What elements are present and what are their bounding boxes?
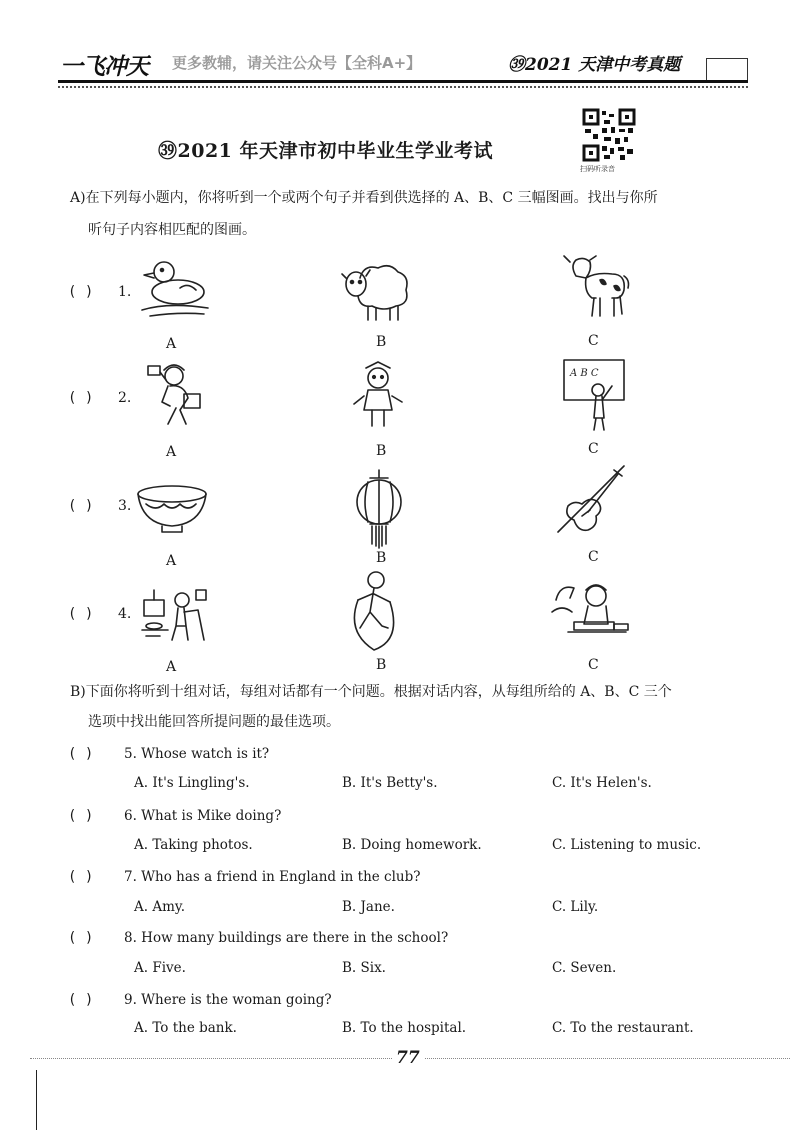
answer-paren-2[interactable]: ( ) xyxy=(68,390,94,406)
cleaning-picture[interactable] xyxy=(138,586,214,644)
answer-paren-4[interactable]: ( ) xyxy=(68,606,94,622)
section-a-instruction-2: 听句子内容相匹配的图画。 xyxy=(88,222,256,238)
promo-text: 更多教辅，请关注公众号【全科A+】 xyxy=(172,54,422,72)
option-9a[interactable]: A. To the bank. xyxy=(134,1020,237,1036)
answer-paren-1[interactable]: ( ) xyxy=(68,284,94,300)
question-5: 5. Whose watch is it? xyxy=(124,746,270,762)
option-label-c: C xyxy=(588,657,599,673)
option-label-b: B xyxy=(376,550,387,566)
header-badge xyxy=(706,58,748,82)
option-label-a: A xyxy=(166,553,177,569)
qr-caption: 扫码听录音 xyxy=(580,165,615,173)
question-6: 6. What is Mike doing? xyxy=(124,808,282,824)
option-label-b: B xyxy=(376,443,387,459)
option-8c[interactable]: C. Seven. xyxy=(552,960,617,976)
lantern-picture[interactable] xyxy=(352,470,406,548)
answer-paren-5[interactable]: ( ) xyxy=(68,746,94,762)
option-label-b: B xyxy=(376,334,387,350)
option-label-b: B xyxy=(376,657,387,673)
question-number-4: 4. xyxy=(118,606,132,622)
option-8b[interactable]: B. Six. xyxy=(342,960,386,976)
option-5b[interactable]: B. It's Betty's. xyxy=(342,775,438,791)
sheep-picture[interactable] xyxy=(340,258,412,324)
jump-rope-picture[interactable] xyxy=(344,570,408,654)
qr-code-icon xyxy=(582,108,636,162)
question-8: 8. How many buildings are there in the school? xyxy=(124,930,449,946)
answer-paren-3[interactable]: ( ) xyxy=(68,498,94,514)
option-label-a: A xyxy=(166,336,177,352)
page-title: ㊴2021 年天津市初中毕业生学业考试 xyxy=(158,140,493,162)
svg-text:A B C: A B C xyxy=(570,368,599,379)
page-number: 77 xyxy=(392,1048,424,1068)
question-7: 7. Who has a friend in England in the club? xyxy=(124,869,421,885)
answer-paren-8[interactable]: ( ) xyxy=(68,930,94,946)
option-7b[interactable]: B. Jane. xyxy=(342,899,395,915)
section-b-instruction-2: 选项中找出能回答所提问题的最佳选项。 xyxy=(88,714,340,730)
header-dotted-rule xyxy=(58,86,748,88)
teacher-picture[interactable] xyxy=(560,356,628,432)
option-6b[interactable]: B. Doing homework. xyxy=(342,837,482,853)
option-label-c: C xyxy=(588,549,599,565)
series-title: ㊴2021 天津中考真题 xyxy=(508,55,681,75)
option-5a[interactable]: A. It's Lingling's. xyxy=(134,775,250,791)
option-label-a: A xyxy=(166,444,177,460)
question-number-3: 3. xyxy=(118,498,132,514)
option-label-c: C xyxy=(588,441,599,457)
violin-picture[interactable] xyxy=(548,460,630,538)
question-number-2: 2. xyxy=(118,390,132,406)
duck-picture[interactable] xyxy=(138,258,214,318)
cow-picture[interactable] xyxy=(556,254,632,320)
option-7a[interactable]: A. Amy. xyxy=(134,899,186,915)
margin-line xyxy=(36,1070,37,1130)
answer-paren-6[interactable]: ( ) xyxy=(68,808,94,824)
postman-picture[interactable] xyxy=(140,360,212,430)
section-a-instruction-1: A)在下列每小题内，你将听到一个或两个句子并看到供选择的 A、B、C 三幅图画。找出与你所 xyxy=(70,190,658,206)
answer-paren-9[interactable]: ( ) xyxy=(68,992,94,1008)
option-6a[interactable]: A. Taking photos. xyxy=(134,837,253,853)
option-6c[interactable]: C. Listening to music. xyxy=(552,837,702,853)
question-number-1: 1. xyxy=(118,284,132,300)
reading-picture[interactable] xyxy=(548,578,632,640)
option-label-a: A xyxy=(166,659,177,675)
option-7c[interactable]: C. Lily. xyxy=(552,899,599,915)
section-b-instruction-1: B)下面你将听到十组对话，每组对话都有一个问题。根据对话内容，从每组所给的 A、B、C 三个 xyxy=(70,684,672,700)
option-9c[interactable]: C. To the restaurant. xyxy=(552,1020,694,1036)
option-8a[interactable]: A. Five. xyxy=(134,960,186,976)
header-rule xyxy=(58,80,748,83)
option-label-c: C xyxy=(588,333,599,349)
option-5c[interactable]: C. It's Helen's. xyxy=(552,775,652,791)
nurse-picture[interactable] xyxy=(348,360,408,432)
question-9: 9. Where is the woman going? xyxy=(124,992,332,1008)
answer-paren-7[interactable]: ( ) xyxy=(68,869,94,885)
option-9b[interactable]: B. To the hospital. xyxy=(342,1020,467,1036)
brand-logo: 一飞冲天 xyxy=(60,54,148,80)
bowl-picture[interactable] xyxy=(134,482,212,534)
